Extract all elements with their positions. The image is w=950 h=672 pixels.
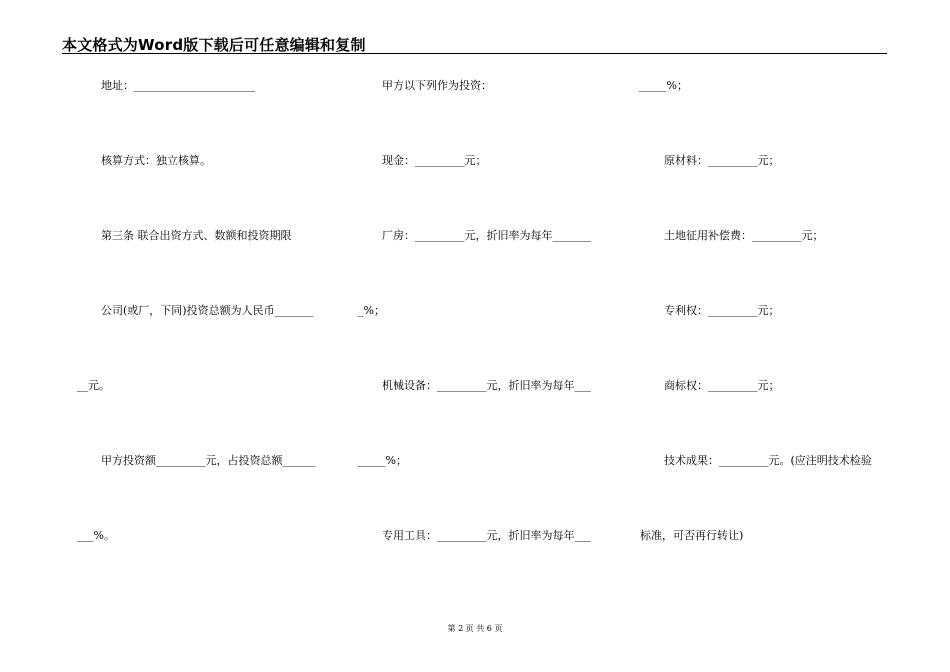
page-number: 第 2 页 共 6 页	[447, 624, 503, 633]
factory-percent-continuation: _%；	[358, 304, 385, 317]
total-investment-line: 公司(或厂，下同)投资总额为人民币_______	[101, 304, 314, 317]
accounting-method: 核算方式：独立核算。	[101, 154, 211, 167]
party-a-investment: 甲方投资额_________元，占投资总额______	[101, 454, 316, 467]
investment-intro: 甲方以下列作为投资：	[382, 79, 492, 92]
document-header: 本文格式为Word版下载后可任意编辑和复制	[62, 36, 366, 54]
machinery-line: 机械设备：_________元，折旧率为每年___	[382, 379, 591, 392]
tools-percent-continuation: _____%；	[639, 79, 688, 92]
tech-achievement-continuation: 标准，可否再行转让)	[640, 529, 744, 542]
cash-line: 现金：_________元；	[382, 154, 487, 167]
header-rule	[62, 53, 887, 54]
trademark-line: 商标权：_________元；	[664, 379, 780, 392]
article-3-heading: 第三条 联合出资方式、数额和投资期限	[101, 229, 292, 242]
land-compensation-line: 土地征用补偿费：_________元；	[664, 229, 824, 242]
party-a-percent-continuation: ___%。	[77, 529, 115, 542]
machinery-percent-continuation: _____%；	[358, 454, 407, 467]
total-investment-continuation: __元。	[77, 379, 110, 392]
tech-achievement-line: 技术成果：_________元。(应注明技术检验	[664, 454, 872, 467]
address-line: 地址：______________________	[101, 79, 255, 92]
raw-materials-line: 原材料：_________元；	[664, 154, 780, 167]
patent-line: 专利权：_________元；	[664, 304, 780, 317]
tools-line: 专用工具：_________元，折旧率为每年___	[382, 529, 591, 542]
factory-line: 厂房：_________元，折旧率为每年_______	[382, 229, 591, 242]
